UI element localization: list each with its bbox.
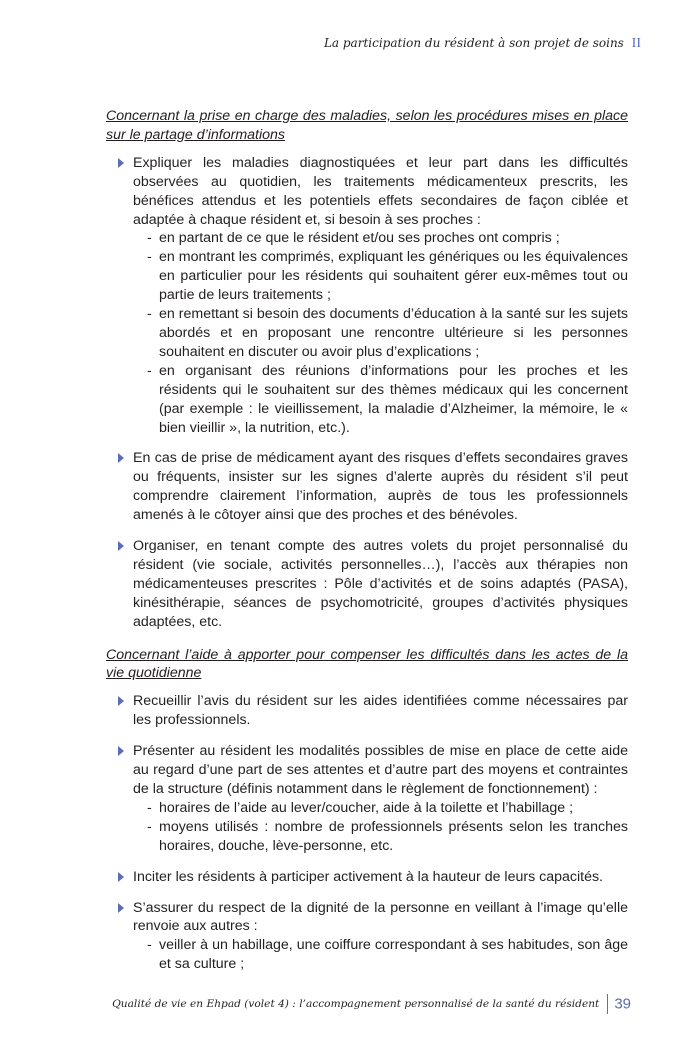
dash-icon: - bbox=[147, 818, 152, 835]
triangle-bullet-icon bbox=[118, 158, 124, 168]
bullet-list-maladies bbox=[106, 154, 628, 632]
sub-list bbox=[133, 936, 628, 974]
bullet-list-aide bbox=[106, 692, 628, 974]
bullet-text: S’assurer du respect de la dignité de la personne en veillant à l’image qu’elle renvoie aux autres : bbox=[133, 899, 628, 935]
bullet-text: Organiser, en tenant compte des autres volets du projet personnalisé du résident (vie sociale, activités personnelles…), l’accès aux thérapies non médicamenteuses prescrites : Pôle d’activités et de soins adaptés (PASA), kinésithérapie, séances de psychomotricité, groupes d’activités physiques adaptées, etc. bbox=[133, 538, 628, 630]
sub-item bbox=[133, 818, 628, 856]
triangle-bullet-icon bbox=[118, 903, 124, 913]
page-footer bbox=[112, 994, 631, 1014]
bullet-text: Recueillir l’avis du résident sur les aides identifiées comme nécessaires par les professionnels. bbox=[133, 693, 628, 729]
page-number: 39 bbox=[614, 995, 631, 1013]
section-heading-maladies: Concernant la prise en charge des maladies, selon les procédures mises en place sur le partage d’informations bbox=[106, 108, 628, 143]
bullet-text: Expliquer les maladies diagnostiquées et leur part dans les difficultés observées au quotidien, les traitements médicamenteux prescrits, les bénéfices attendus et les potentiels effets secondaires de façon ciblée et adaptée à chaque résident et, si besoin à ses proches : bbox=[133, 154, 628, 228]
sub-list bbox=[133, 229, 628, 437]
dash-icon: - bbox=[147, 230, 152, 247]
sub-item-text: en organisant des réunions d’informations pour les proches et les résidents qui le souhaitent sur des thèmes médicaux qui les concernent (par exemple : le vieillissement, la maladie d’Alzheimer, la mémoire, le « bien vieillir », la nutrition, etc.). bbox=[159, 362, 628, 436]
dash-icon: - bbox=[147, 362, 152, 379]
sub-item-text: en partant de ce que le résident et/ou ses proches ont compris ; bbox=[159, 230, 560, 247]
sub-item bbox=[133, 799, 628, 818]
sub-item bbox=[133, 229, 628, 248]
running-title: La participation du résident à son projet de soins bbox=[323, 36, 624, 50]
section-number: II bbox=[631, 36, 641, 51]
sub-item-text: veiller à un habillage, une coiffure correspondant à ses habitudes, son âge et sa culture ; bbox=[159, 937, 628, 973]
sub-item-text: moyens utilisés : nombre de professionnels présents selon les tranches horaires, douche, lève-personne, etc. bbox=[159, 818, 628, 854]
sub-list bbox=[133, 799, 628, 856]
dash-icon: - bbox=[147, 306, 152, 323]
bullet-item bbox=[106, 899, 628, 975]
dash-icon: - bbox=[147, 249, 152, 266]
sub-item-text: horaires de l’aide au lever/coucher, aide à la toilette et l’habillage ; bbox=[159, 799, 574, 816]
section-heading-aide: Concernant l’aide à apporter pour compenser les difficultés dans les actes de la vie quotidienne bbox=[106, 646, 628, 682]
bullet-text: Présenter au résident les modalités possibles de mise en place de cette aide au regard d’une part de ses attentes et d’autre part des moyens et contraintes de la structure (définis notamment dans le règlement de fonctionnement) : bbox=[133, 743, 628, 797]
triangle-bullet-icon bbox=[118, 872, 124, 882]
bullet-text: En cas de prise de médicament ayant des risques d’effets secondaires graves ou fréquents, insister sur les signes d’alerte auprès du résident s’il peut comprendre clairement l’information, auprès de tous les professionnels amenés à le côtoyer ainsi que des proches et des bénévoles. bbox=[133, 450, 628, 524]
footer-divider bbox=[607, 994, 608, 1014]
triangle-bullet-icon bbox=[118, 541, 124, 551]
bullet-item bbox=[106, 537, 628, 632]
sub-item-text: en montrant les comprimés, expliquant les génériques ou les équivalences en particulier pour les résidents qui souhaitent gérer eux-mêmes tout ou partie de leurs traitements ; bbox=[159, 249, 628, 304]
dash-icon: - bbox=[147, 937, 152, 954]
bullet-text: Inciter les résidents à participer activement à la hauteur de leurs capacités. bbox=[133, 868, 604, 885]
sub-item bbox=[133, 362, 628, 438]
triangle-bullet-icon bbox=[118, 453, 124, 463]
bullet-item bbox=[106, 449, 628, 525]
triangle-bullet-icon bbox=[118, 746, 124, 756]
bullet-item bbox=[106, 692, 628, 730]
sub-item bbox=[133, 248, 628, 305]
bullet-item bbox=[106, 154, 628, 438]
running-header bbox=[324, 36, 641, 52]
publication-title: Qualité de vie en Ehpad (volet 4) : l’accompagnement personnalisé de la santé du résident bbox=[112, 998, 600, 1010]
bullet-item bbox=[106, 868, 628, 887]
sub-item bbox=[133, 305, 628, 362]
bullet-item bbox=[106, 742, 628, 855]
triangle-bullet-icon bbox=[118, 696, 124, 706]
sub-item-text: en remettant si besoin des documents d’éducation à la santé sur les sujets abordés et en proposant une rencontre ultérieure si les personnes souhaitent en discuter ou avoir plus d’explications ; bbox=[159, 306, 628, 360]
sub-item bbox=[133, 936, 628, 974]
dash-icon: - bbox=[147, 799, 152, 816]
page-body bbox=[106, 107, 628, 986]
